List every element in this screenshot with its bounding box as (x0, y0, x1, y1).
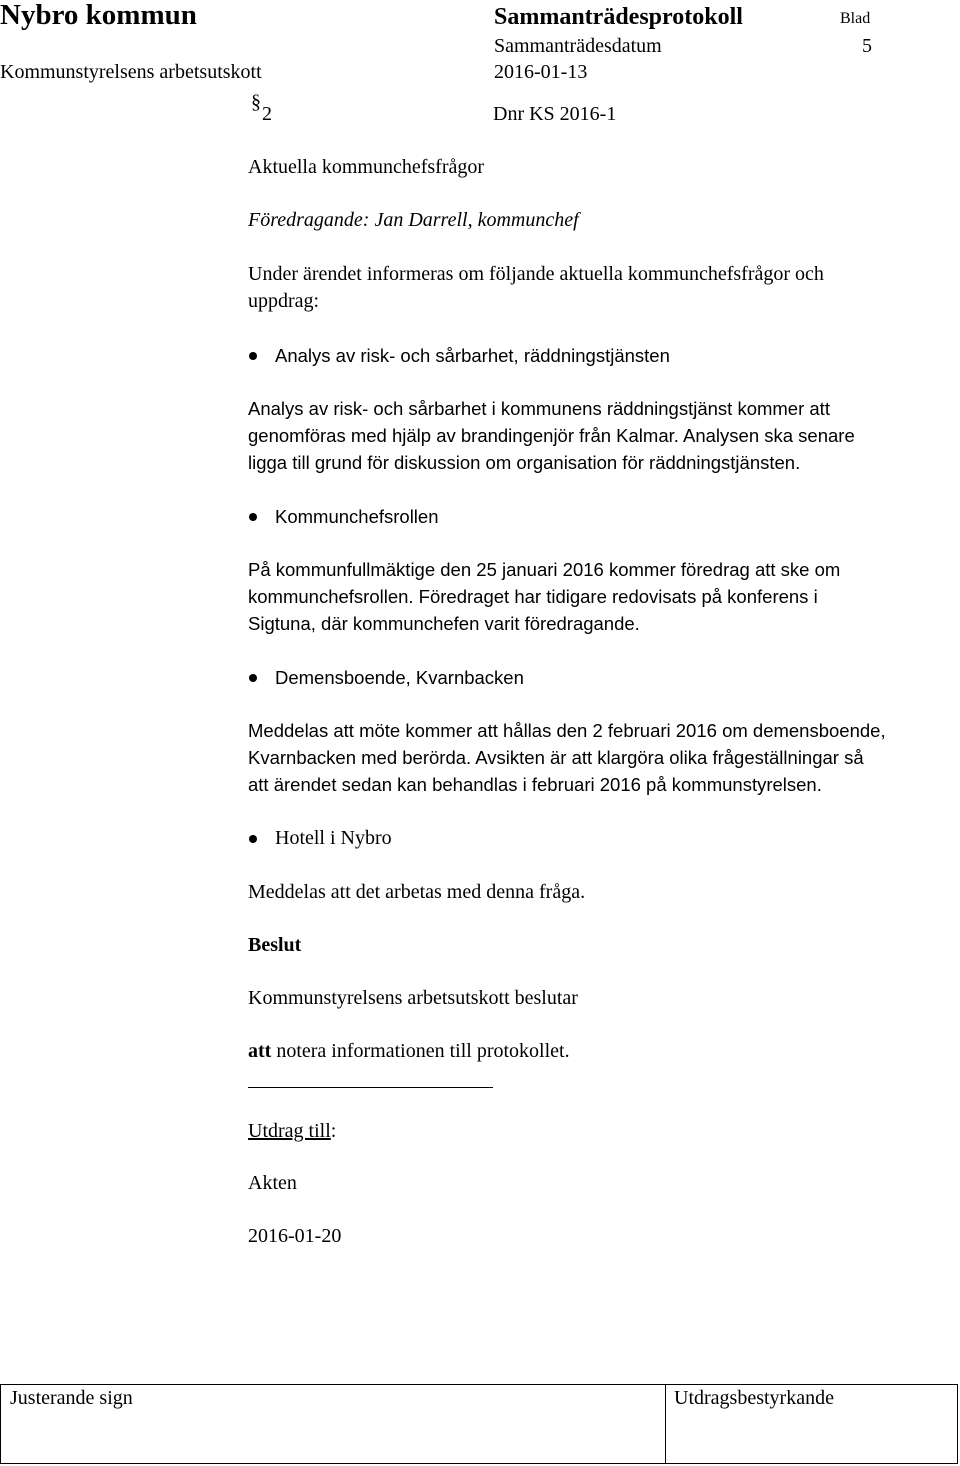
section-title: Aktuella kommunchefsfrågor (248, 156, 485, 178)
item-heading-kommunchefsrollen: Kommunchefsrollen (275, 506, 439, 527)
item-text-line: Meddelas att det arbetas med denna fråga. (248, 881, 586, 903)
extract-label-text: Utdrag till (248, 1120, 331, 1142)
item-text-line: Analys av risk- och sårbarhet i kommunens räddningstjänst kommer att (248, 398, 830, 419)
item-text-line: Kvarnbacken med berörda. Avsikten är att klargöra olika frågeställningar så (248, 747, 864, 768)
item-text-line: Sigtuna, där kommunchefen varit föredragande. (248, 613, 640, 634)
intro-line-1: Under ärendet informeras om följande aktuella kommunchefsfrågor och (248, 263, 824, 285)
item-text-line: kommunchefsrollen. Föredraget har tidigare redovisats på konferens i (248, 586, 818, 607)
extract-label (248, 1118, 336, 1144)
dnr: Dnr KS 2016-1 (493, 103, 617, 125)
item-heading-demensboende: Demensboende, Kvarnbacken (275, 667, 524, 688)
bullet-icon (249, 835, 257, 843)
footer-divider (665, 1384, 666, 1464)
paragraph-sign: § (251, 91, 261, 113)
extract-date: 2016-01-20 (248, 1225, 342, 1247)
item-text-line: att ärendet sedan kan behandlas i februari 2016 på kommunstyrelsen. (248, 774, 822, 795)
att-text: notera informationen till protokollet. (271, 1040, 570, 1062)
item-text-line: genomföras med hjälp av brandingenjör från Kalmar. Analysen ska senare (248, 425, 855, 446)
bullet-icon (249, 674, 257, 682)
item-heading-hotell: Hotell i Nybro (275, 827, 392, 849)
municipality-name: Nybro kommun (0, 0, 197, 31)
blad-label: Blad (840, 10, 871, 27)
footer-utdragsbestyrkande: Utdragsbestyrkande (674, 1387, 834, 1409)
section-number-value: 2 (262, 103, 272, 125)
att-word: att (248, 1040, 272, 1062)
decision-att-line (248, 1038, 570, 1064)
intro-line-2: uppdrag: (248, 290, 320, 312)
item-text-line: ligga till grund för diskussion om organisation för räddningstjänsten. (248, 452, 801, 473)
extract-label-colon: : (330, 1120, 337, 1142)
extract-recipient: Akten (248, 1172, 297, 1194)
meeting-date-label: Sammanträdesdatum (494, 35, 662, 57)
protocol-title: Sammanträdesprotokoll (494, 4, 743, 30)
item-heading-risk-analysis: Analys av risk- och sårbarhet, räddningstjänsten (275, 345, 670, 366)
decision-body: Kommunstyrelsens arbetsutskott beslutar (248, 987, 578, 1009)
decision-heading: Beslut (248, 934, 302, 956)
meeting-date: 2016-01-13 (494, 61, 588, 83)
bullet-icon (249, 352, 257, 360)
committee-name: Kommunstyrelsens arbetsutskott (0, 61, 262, 83)
footer-justerande-sign: Justerande sign (10, 1387, 133, 1409)
item-text-line: Meddelas att möte kommer att hållas den 2 februari 2016 om demensboende, (248, 720, 886, 741)
bullet-icon (249, 513, 257, 521)
item-text-line: På kommunfullmäktige den 25 januari 2016 kommer föredrag att ske om (248, 559, 841, 580)
separator-line (248, 1087, 493, 1088)
page-number: 5 (862, 35, 872, 57)
presenter: Föredragande: Jan Darrell, kommunchef (248, 209, 579, 231)
